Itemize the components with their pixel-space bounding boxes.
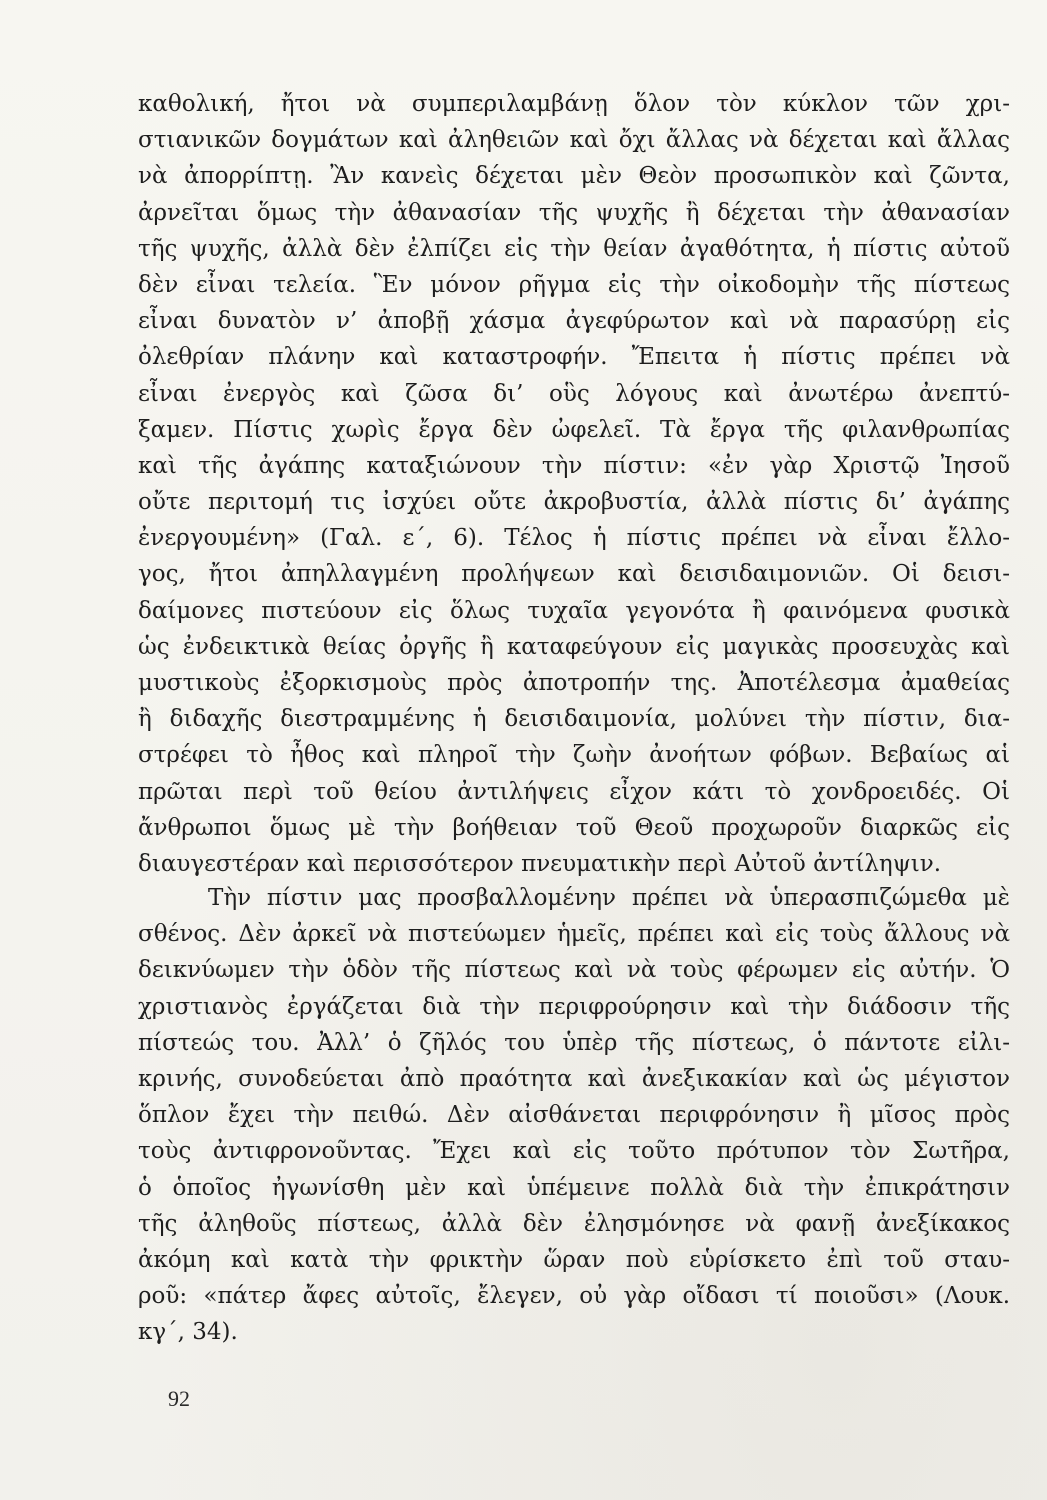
paragraph-2 xyxy=(138,880,1010,1350)
text-line: τῆς ψυχῆς, ἀλλὰ δὲν ἐλπίζει εἰς τὴν θείαν ἀγαθότητα, ἡ πίστις αὐτοῦ xyxy=(138,235,1010,262)
text-line: ὁ ὁποῖος ἠγωνίσθη μὲν καὶ ὑπέμεινε πολλὰ διὰ τὴν ἐπικράτησιν xyxy=(138,1174,1010,1201)
text-line: καθολική, ἤτοι νὰ συμπεριλαμβάνῃ ὅλον τὸν κύκλον τῶν χρι- xyxy=(138,91,1010,117)
text-line: δαίμονες πιστεύουν εἰς ὅλως τυχαῖα γεγονότα ἢ φαινόμενα φυσικὰ xyxy=(138,597,1010,624)
text-line: ἐνεργουμένη» (Γαλ. ε΄, 6). Τέλος ἡ πίστις πρέπει νὰ εἶναι ἔλλο- xyxy=(138,525,1010,552)
paragraph-1 xyxy=(138,86,1010,882)
text-line: ὅπλον ἔχει τὴν πειθώ. Δὲν αἰσθάνεται περιφρόνησιν ἢ μῖσος πρὸς xyxy=(138,1102,1010,1129)
text-line: ροῦ: «πάτερ ἄφες αὐτοῖς, ἔλεγεν, οὐ γὰρ οἴδασι τί ποιοῦσι» (Λουκ. xyxy=(138,1283,1010,1310)
text-line: καὶ τῆς ἀγάπης καταξιώνουν τὴν πίστιν: «ἐν γὰρ Χριστῷ Ἰησοῦ xyxy=(138,452,1010,479)
text-line: Τὴν πίστιν μας προσβαλλομένην πρέπει νὰ ὑπερασπιζώμεθα μὲ xyxy=(208,885,1010,911)
text-line: εἶναι ἐνεργὸς καὶ ζῶσα δι’ οὓς λόγους καὶ ἀνωτέρω ἀνεπτύ- xyxy=(138,380,1010,407)
page-number: 92 xyxy=(168,1386,190,1411)
text-line: διαυγεστέραν καὶ περισσότερον πνευματικὴν περὶ Αὐτοῦ ἀντίληψιν. xyxy=(138,850,942,877)
text-line: χριστιανὸς ἐργάζεται διὰ τὴν περιφρούρησιν καὶ τὴν διάδοσιν τῆς xyxy=(138,993,1010,1020)
text-line: κγ΄, 34). xyxy=(138,1319,238,1346)
text-line: ὡς ἐνδεικτικὰ θείας ὀργῆς ἢ καταφεύγουν εἰς μαγικὰς προσευχὰς καὶ xyxy=(138,633,1010,660)
text-line: οὔτε περιτομή τις ἰσχύει οὔτε ἀκροβυστία, ἀλλὰ πίστις δι’ ἀγάπης xyxy=(138,489,1010,516)
text-line: στρέφει τὸ ἦθος καὶ πληροῖ τὴν ζωὴν ἀνοήτων φόβων. Βεβαίως αἱ xyxy=(138,742,1010,769)
text-line: εἶναι δυνατὸν ν’ ἀποβῇ χάσμα ἀγεφύρωτον καὶ νὰ παρασύρῃ εἰς xyxy=(138,308,1010,335)
text-line: δὲν εἶναι τελεία. Ἓν μόνον ρῆγμα εἰς τὴν οἰκοδομὴν τῆς πίστεως xyxy=(138,271,1010,298)
text-line: ἀκόμη καὶ κατὰ τὴν φρικτὴν ὥραν ποὺ εὑρίσκετο ἐπὶ τοῦ σταυ- xyxy=(138,1246,1010,1273)
text-line: τοὺς ἀντιφρονοῦντας. Ἔχει καὶ εἰς τοῦτο πρότυπον τὸν Σωτῆρα, xyxy=(138,1138,1010,1165)
text-line: γος, ἤτοι ἀπηλλαγμένη προλήψεων καὶ δεισιδαιμονιῶν. Οἱ δεισι- xyxy=(138,561,1010,588)
text-line: ξαμεν. Πίστις χωρὶς ἔργα δὲν ὠφελεῖ. Τὰ ἔργα τῆς φιλανθρωπίας xyxy=(138,416,1010,443)
text-line: ἢ διδαχῆς διεστραμμένης ἡ δεισιδαιμονία, μολύνει τὴν πίστιν, δια- xyxy=(138,706,1010,733)
text-line: νὰ ἀπορρίπτῃ. Ἂν κανεὶς δέχεται μὲν Θεὸν προσωπικὸν καὶ ζῶντα, xyxy=(138,163,1010,190)
text-line: μυστικοὺς ἐξορκισμοὺς πρὸς ἀποτροπήν της. Ἀποτέλεσμα ἀμαθείας xyxy=(138,670,1010,696)
text-line: τῆς ἀληθοῦς πίστεως, ἀλλὰ δὲν ἐλησμόνησε νὰ φανῇ ἀνεξίκακος xyxy=(138,1210,1010,1237)
text-line: στιανικῶν δογμάτων καὶ ἀληθειῶν καὶ ὄχι ἄλλας νὰ δέχεται καὶ ἄλλας xyxy=(138,127,1010,154)
text-line: πρῶται περὶ τοῦ θείου ἀντιλήψεις εἶχον κάτι τὸ χονδροειδές. Οἱ xyxy=(138,778,1010,805)
text-line: ἄνθρωποι ὅμως μὲ τὴν βοήθειαν τοῦ Θεοῦ προχωροῦν διαρκῶς εἰς xyxy=(138,814,1010,841)
text-line: ὀλεθρίαν πλάνην καὶ καταστροφήν. Ἔπειτα ἡ πίστις πρέπει νὰ xyxy=(138,344,1010,371)
text-line: δεικνύωμεν τὴν ὁδὸν τῆς πίστεως καὶ νὰ τοὺς φέρωμεν εἰς αὐτήν. Ὁ xyxy=(138,957,1010,984)
text-line: πίστεώς του. Ἀλλ’ ὁ ζῆλός του ὑπὲρ τῆς πίστεως, ὁ πάντοτε εἰλι- xyxy=(138,1029,1010,1056)
text-line: σθένος. Δὲν ἀρκεῖ νὰ πιστεύωμεν ἡμεῖς, πρέπει καὶ εἰς τοὺς ἄλλους νὰ xyxy=(138,921,1010,948)
text-line: ἀρνεῖται ὅμως τὴν ἀθανασίαν τῆς ψυχῆς ἢ δέχεται τὴν ἀθανασίαν xyxy=(138,199,1010,226)
text-line: κρινής, συνοδεύεται ἀπὸ πραότητα καὶ ἀνεξικακίαν καὶ ὡς μέγιστον xyxy=(138,1065,1010,1092)
